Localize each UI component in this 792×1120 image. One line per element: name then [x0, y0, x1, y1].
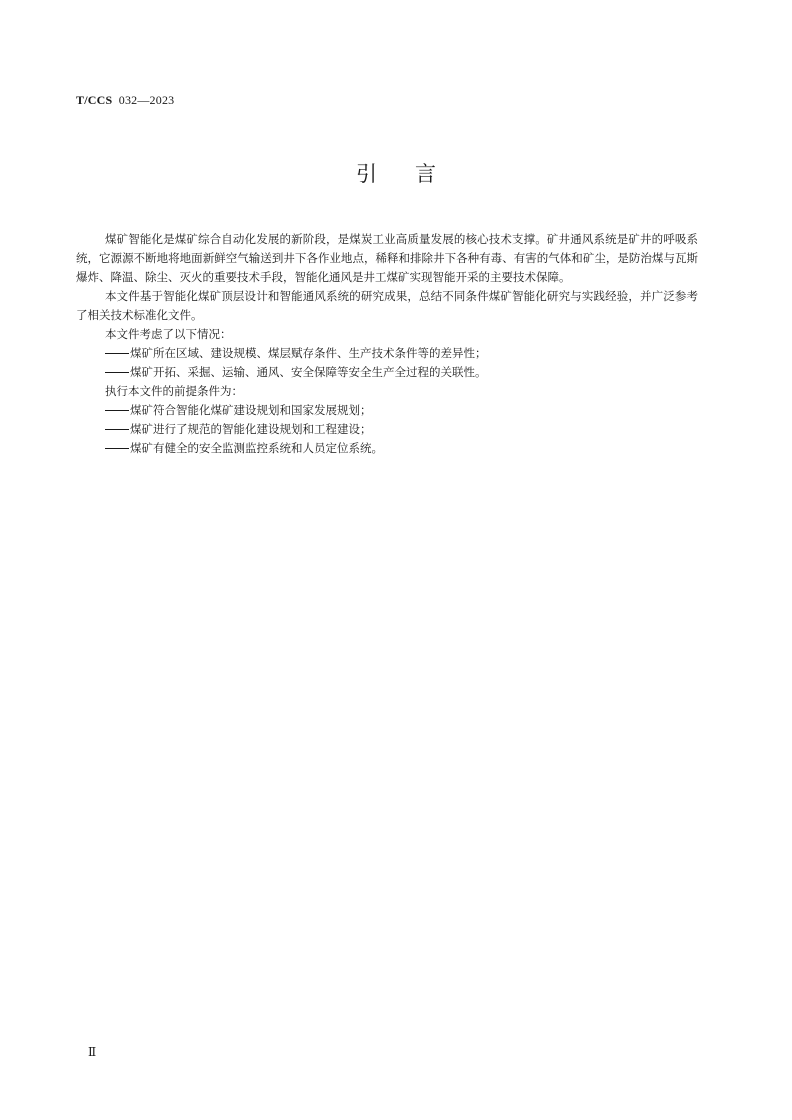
paragraph-basis: 本文件基于智能化煤矿顶层设计和智能通风系统的研究成果，总结不同条件煤矿智能化研究与实践经验，并广泛参考了相关技术标准化文件。 [76, 289, 698, 322]
em-dash-mark [105, 429, 129, 430]
standard-code-number: 032—2023 [118, 93, 175, 107]
em-dash-mark [105, 353, 129, 354]
list-item-text: 煤矿所在区域、建设规模、煤层赋存条件、生产技术条件等的差异性； [130, 346, 487, 360]
standard-code-prefix: T/CCS [76, 93, 113, 107]
list-item-text: 煤矿有健全的安全监测监控系统和人员定位系统。 [130, 441, 383, 455]
page-number: Ⅱ [88, 1045, 97, 1059]
list-item [76, 363, 698, 382]
em-dash-mark [105, 410, 129, 411]
list-item [76, 439, 698, 458]
list-item [76, 420, 698, 439]
standard-code [76, 93, 174, 108]
list-item-text: 煤矿进行了规范的智能化建设规划和工程建设； [130, 422, 372, 436]
list-item [76, 401, 698, 420]
list-item-text: 煤矿开拓、采掘、运输、通风、安全保障等安全生产全过程的关联性。 [130, 365, 487, 379]
page-title: 引言 [356, 162, 474, 186]
list-item [76, 344, 698, 363]
em-dash-mark [105, 372, 129, 373]
em-dash-mark [105, 448, 129, 449]
list-item-text: 煤矿符合智能化煤矿建设规划和国家发展规划； [130, 403, 372, 417]
paragraph-prerequisites-intro: 执行本文件的前提条件为： [105, 384, 243, 398]
document-body [76, 230, 698, 458]
paragraph-intro: 煤矿智能化是煤矿综合自动化发展的新阶段，是煤炭工业高质量发展的核心技术支撑。矿井通风系统是矿井的呼吸系统，它源源不断地将地面新鲜空气输送到井下各作业地点，稀释和排除井下各种有毒、有害的气体和矿尘，是防治煤与瓦斯爆炸、降温、除尘、灭火的重要技术手段，智能化通风是井工煤矿实现智能开采的主要技术保障。 [76, 232, 698, 284]
paragraph-considerations-intro: 本文件考虑了以下情况： [105, 327, 232, 341]
